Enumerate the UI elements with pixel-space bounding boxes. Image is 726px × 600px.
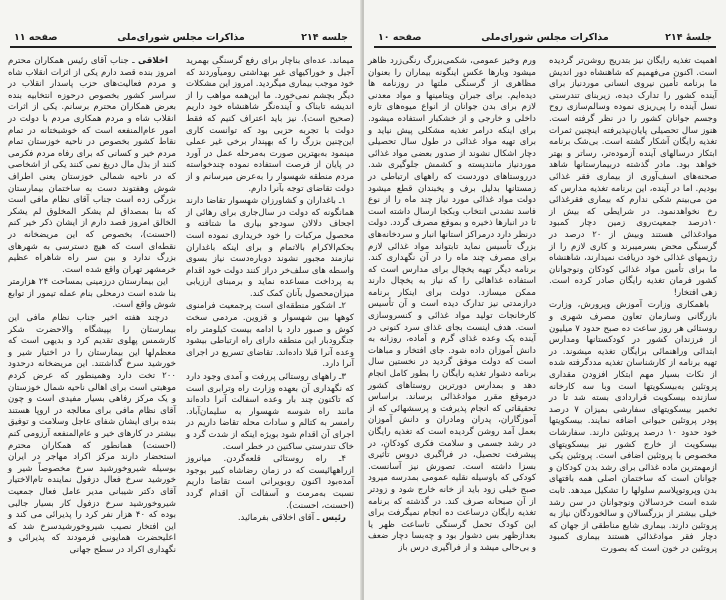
session-number: جلسه ۲۱۴ — [301, 32, 348, 43]
paragraph-chair — [186, 513, 354, 525]
paragraph: اهمیت تغذیه رایگان نیز بتدریج روشن‌تر گردیده است. اکنون می‌فهمیم که شاهنشاه دور اندیش ما برنامه تأمین نیروی انسانی موردنیاز برای آینده کشور را تدارک دیده، زیربنای تندرستی نسل آینده را پی‌ریزی نموده وسالم‌سازی روح وجسم جوانان کشور را در نظر گرفته است. هنوز سال تحصیلی پایان‌نپذیرفته اینچنین ثمرات تغذیه رایگان آشکار گشته است. بی‌شک برنامه ابتکار درسالهای آینده آزموده‌تر، رساتر و بهتر خواهد بود. مادر گذشته دربیمارستانها شاهد صحنه‌های اسف‌آوری از بیماری فقر غذائی بودیم. اما در آینده، این برنامه تغذیه مدارس که من می‌بینم شکی ندارم که بیماری فقرغذائی رخ نخواهدنمود. در شرایطی که بیش از ۱۰درصد جمعیت‌روی زمین دچار کمبود موادغذائی هستند وبیش از ۲۰ درصد در گرسنگی محض بسرمیبرند و کاری لازم را از رژیمهای غذائی خود دریافت نمیدارند، شاهنشاه ما برای تأمین مواد غذائی کودکان ونوجوانان کشور فرمان تغذیه رایگان صادر کرده است. زهی افتخار! — [549, 56, 717, 298]
text-column-right — [186, 56, 354, 526]
page-number: صفحه ۱۰ — [378, 32, 422, 43]
running-title: مذاکرات مجلس شورای‌ملی — [117, 32, 245, 43]
text-column-left — [368, 56, 536, 556]
speech-text: ـ جناب آقای رئیس همکاران محترم امروز بنده قصد دارم یکی از اثرات انقلاب شاه و مردم فعالیت‌های حزب پاسدار انقلاب در سراسر کشور بخصوص درحوزه انتخابیه بنده بعرض همکاران محترم برسانم. یکی از اثرات انقلاب شاه و مردم همکاری مردم با دولت در امور عام‌المنفعه است که خوشبختانه در تمام نقاط کشور بخصوص در ناحیه خوزستان تمام مردم خیر و کسانی که برای رفاه مردم فکرمی کنند از بذل مال دریغ نمی کنند یکی از اشخاصی که در ناحیه شمالی خوزستان یعنی اطراف شوش وهفتوند دست به ساختمان بیمارستان بزرگی زده است جناب آقای نظام مافی است که بنا بمصداق لم یشکر المخلوق لم یشکر الخالق امروز قصد دارم از ایشان ذکر خیر کنم (احسنت)، بخصوص که این مریضخانه در نقطه‌ای است که هیچ دسترسی به شهرهای بزرگ ندارد و بین سر راه شاهراه عظیم خرمشهر تهران واقع شده است. — [8, 56, 176, 275]
page-header — [374, 30, 716, 48]
page-header — [10, 30, 352, 48]
paragraph: ۱ـ باغداران و کشاورزان شهسوار تقاضا دارند همانگونه که دولت در سال‌جاری برای رهائی از اجحاف دلالان سودجو بیاری ما شتافته و محصول مرکبات را خود خریداری نموده است بحکم‌الاکرام بالاتمام و برای اینکه باغداران نیازمند مجبور نشوند دوباره‌دست نیاز بسوی واسطه های سلف‌خر دراز کنند دولت خود اقدام به پرداخت مساعده نماید و برمبنای ارزیابی میزان‌محصول بآنان کمک کند. — [186, 196, 354, 299]
paragraph-akhlaghi — [8, 56, 176, 276]
speech-text: ـ آقای اخلاقی بفرمائید. — [237, 513, 323, 524]
running-title: مذاکرات مجلس شورای‌ملی — [481, 32, 609, 43]
speaker-name: رئیس — [322, 513, 346, 524]
text-column-right — [549, 56, 717, 557]
paragraph: ورم وخیز عمومی، شکمی‌بزرگ رنگی‌زرد ظاهر میشود وبارها عکس اینگونه بیماران را بعنوان مظاهری از گرسنگی ملتها در روزنامه ها دیده‌ایم. برای جبران ویتامینها و مواد معدنی لازم برای بدن جوانان از انواع میوه‌های تازه داخلی و خارجی و از خشکبار استفاده میشود. برای اینکه درامر تغذیه مشکلی پیش نیاید و برای تهیه مواد غذائی در طول سال تحصیلی دچار اشکال نشوند از صدور بعضی مواد غذائی موردنیاز مانندپسته و کشمش جلوگیری شد. درروستاهای دوردست که راههای ارتباطی در زمستانها بدلیل برف و یخبندان قطع میشود دولت مواد غذائی مورد نیاز چند ماه را از نوع فاسد نشدنی انتخاب وبکجا ارسال داشته است تا در انبارها ذخیره و بموقع مصرف گردد. دولت درنظر دارد درمراکز استانها انبار و سردخانه‌های بزرگ تأسیس نماید تابتواند مواد غذائی لازم برای مصرف چند ماه را در آن نگهداری کند. برنامه دیگر تهیه یخچال برای مدارس است که استفاده غذاهائی را که نیاز به یخچال دارند ممکن میسازد. دولت برای اینکار برنامه درازمدتی نیز تدارک دیده است و آن تأسیس کارخانجات تولید مواد غذائی و کنسروسازی است. هدف اینست بجای غذای سرد کنونی در آینده یک وعده غذای گرم و آماده، روزانه به دانش آموزان داده شود. جای افتخار و مباهات است که دولت موفق گردید در نخستین سال برنامه دشوار تغذیه رایگان را بطور کامل انجام دهد و بمدارس دورترین روستاهای کشور درموقع مقرر موادغذائی برساند. براساس تحقیقاتی که انجام پذیرفت و پرسشهائی که از آموزگاران، پدران ومادران و دانش آموزان بعمل آمد روشن گردیده است که تغذیه رایگان در رشد جسمی و سلامت فکری کودکان، در پیشرفت تحصیل، در فراگیری دروس تأثیری بسزا داشته است. تصورش نیز آسانست. کودکی که باوسیله نقلیه عمومی بمدرسه میرود صبح خیلی زود باید از خانه خارج شود و زودتر از آن صبحانه صرف کند. در گذشته که برنامه تغذیه رایگان درساعت ده انجام نمیگرفت برای این کودک تحمل گرسنگی تاساعت ظهر یا بعدازظهر بس دشوار بود و چه‌بسا دچار ضعف و بی‌حالی میشد و از فراگیری درس باز — [368, 56, 536, 553]
page-10 — [364, 0, 726, 600]
page-11 — [0, 0, 362, 600]
paragraph: درچند هفته اخیر جناب نظام مافی این بیمارستان را بپیشگاه والاحضرت شکر کارشمس پهلوی تقدیم کرد و بدیهی است که معظم‌لها این بیمارستان را در اختیار شیر و خورشید سرخ گذاشتند. این مریضخانه درحدود ۲۰۰ تخت دارد وهمینطور که عرض کردم موهبتی است برای اهالی ناحیه شمال خوزستان و یک مرکز رفاهی بسیار مفیدی است و چون آقای نظام مافی برای معالجه در اروپا هستند بنده برای ایشان شفای عاجل وسلامت و توفیق بیشتر در کارهای خیر و عام‌المنفعه آرزومی کنم (احسنت) همانطور که همکاران محترم استحضار دارند مرکز اکراد مهاجر در ایران بوسیله شیروخورشید سرخ مخصوصاً شیر و خورشید سرخ فعال دزفول نماینده تام‌الاختیار آقای دکتر شیبانی مدیر عامل فعال جمعیت شیروخورشید سرخ دزفول کار بسیار جالبی بوده که ۴۰ هزار نفر کرد را پذیرائی می کند و این افتخار نصیب شیروخورشیدسرخ شد که اعلیحضرت همایونی فرمودند که پذیرائی و نگهداری اکراد در سطح جهانی — [8, 313, 177, 555]
paragraph: میماند. عده‌ای بناچار برای رفع گرسنگی بهمرید آجیل و خوراکیهای غیر بهداشتی رومیآوردند که خود موجب بیماری میگردید. امروز این مشکلات دیگر بچشم نمی‌خورد. ما این‌همه مواهب را از اندیشه تابناک و آینده‌نگر شاهنشاه خود داریم (صحیح است). نیز باید اعتراف کنیم که فقط دولت با تجربه حزبی بود که توانست کاری این‌چنین بزرگ را که بهپندار برخی غیر عملی مینمود به‌بهترین صورت به‌مرحله عمل در آورد در پایان از فرصت استفاده نموده چندخواسته مردم منطقه شهسوار را به‌عرض میرسانم و از دولت تقاضای توجه بآنرا دارم. — [186, 56, 354, 194]
paragraph: این بیمارستان درزمینی بمساحت ۲۴ هزارمتر بنا شده است درمحلی بنام عمله تیمور از توابع شوش واقع است. — [8, 277, 176, 311]
paragraph: باهمکاری وزارت آموزش وپرورش، وزارت بازرگانی وسازمان تعاون مصرف شهری و روستائی هر روز ساعت ده صبح حدود ۷ میلیون از فرزندان کشور در کودکستانها ومدارس ابتدائی وراهنمائی برایگان تغذیه میشوند. در تهیه برنامه از کارشناسان تغذیه مددگرفته شده از نکات بسیار مهم ابتکار افزودن مقداری پروتئین به‌بیسکویتها است وبا سه کارخانه سازنده بیسکویت قراردادی بسته شد تا در تخمیر بیسکویتهای سفارشی بمیزان ۷ درصد پودر پروتئین حیوانی اضافه نمایند. بیسکویتها خود حدود ۱۰ درصد پروتئین دارند. سفارشات بیسکویت از خارج کشور نیز بیسکویتهای مخصوص با پروتئین اضافی است. پروتئین یکی ازمهمترین ماده غذائی برای رشد بدن کودکان و جوانان است که ساختمان اصلی همه بافتهای بدن وپروتوپلاسم سلولها را تشکیل میدهد. ثابت شده است خردسالان ونوجوانان در سن رشد خیلی بیشتر از بزرگسالان و سالخوردگان نیاز به پروتئین دارند. بیماری شایع مناطقی از جهان که دچار فقر موادغذائی هستند بیماری کمبود پروتئین در خون است که بصورت — [549, 300, 718, 554]
paragraph: ۲ـ اشکور منطقه‌ای است پرجمعیت فرامنوی کوهها بین شهسوار و قزوین. مردمی سخت کوش و صبور دارد با ادامه بیست کیلومتر راه جنگرودبار این منطقه دارای راه ارتباطی بیشود وعده آنرا قبلا داده‌اند. تقاضای تسریع در اجرای آنرا دارد. — [186, 301, 354, 370]
speaker-name: اخلاقی — [138, 56, 168, 66]
paragraph: ۴ـ راه روستائی قلعه‌گردن. میانروز ازراههائیست که در زمان رضاشاه کبیر بوجود آمده‌بود اکنون روبویرانی است تقاضا داریم نسبت به‌مرمت و آسفالت آن اقدام گردد (احسنت، احسنت). — [186, 454, 354, 511]
paragraph: ۳ـ راههای روستائی پررفت و آمدی وجود دارد که نگهداری آن بعهده وزارت راه وترابری است که تاکنون چند بار وعده اسفالت آنرا داده‌اند مانند راه شوسه شهسوار به سلیمان‌آباد. رامسر به کتالم و سادات محله تقاضا داریم در اجرای آن اقدام شود بویژه اینکه از شدت گرد و خاک تندرستی ساکنین در خطر است. — [186, 372, 354, 452]
text-column-left — [8, 56, 176, 558]
session-number: جلسهٔ ۲۱۴ — [665, 32, 712, 43]
page-number: صفحه ۱۱ — [14, 32, 58, 43]
